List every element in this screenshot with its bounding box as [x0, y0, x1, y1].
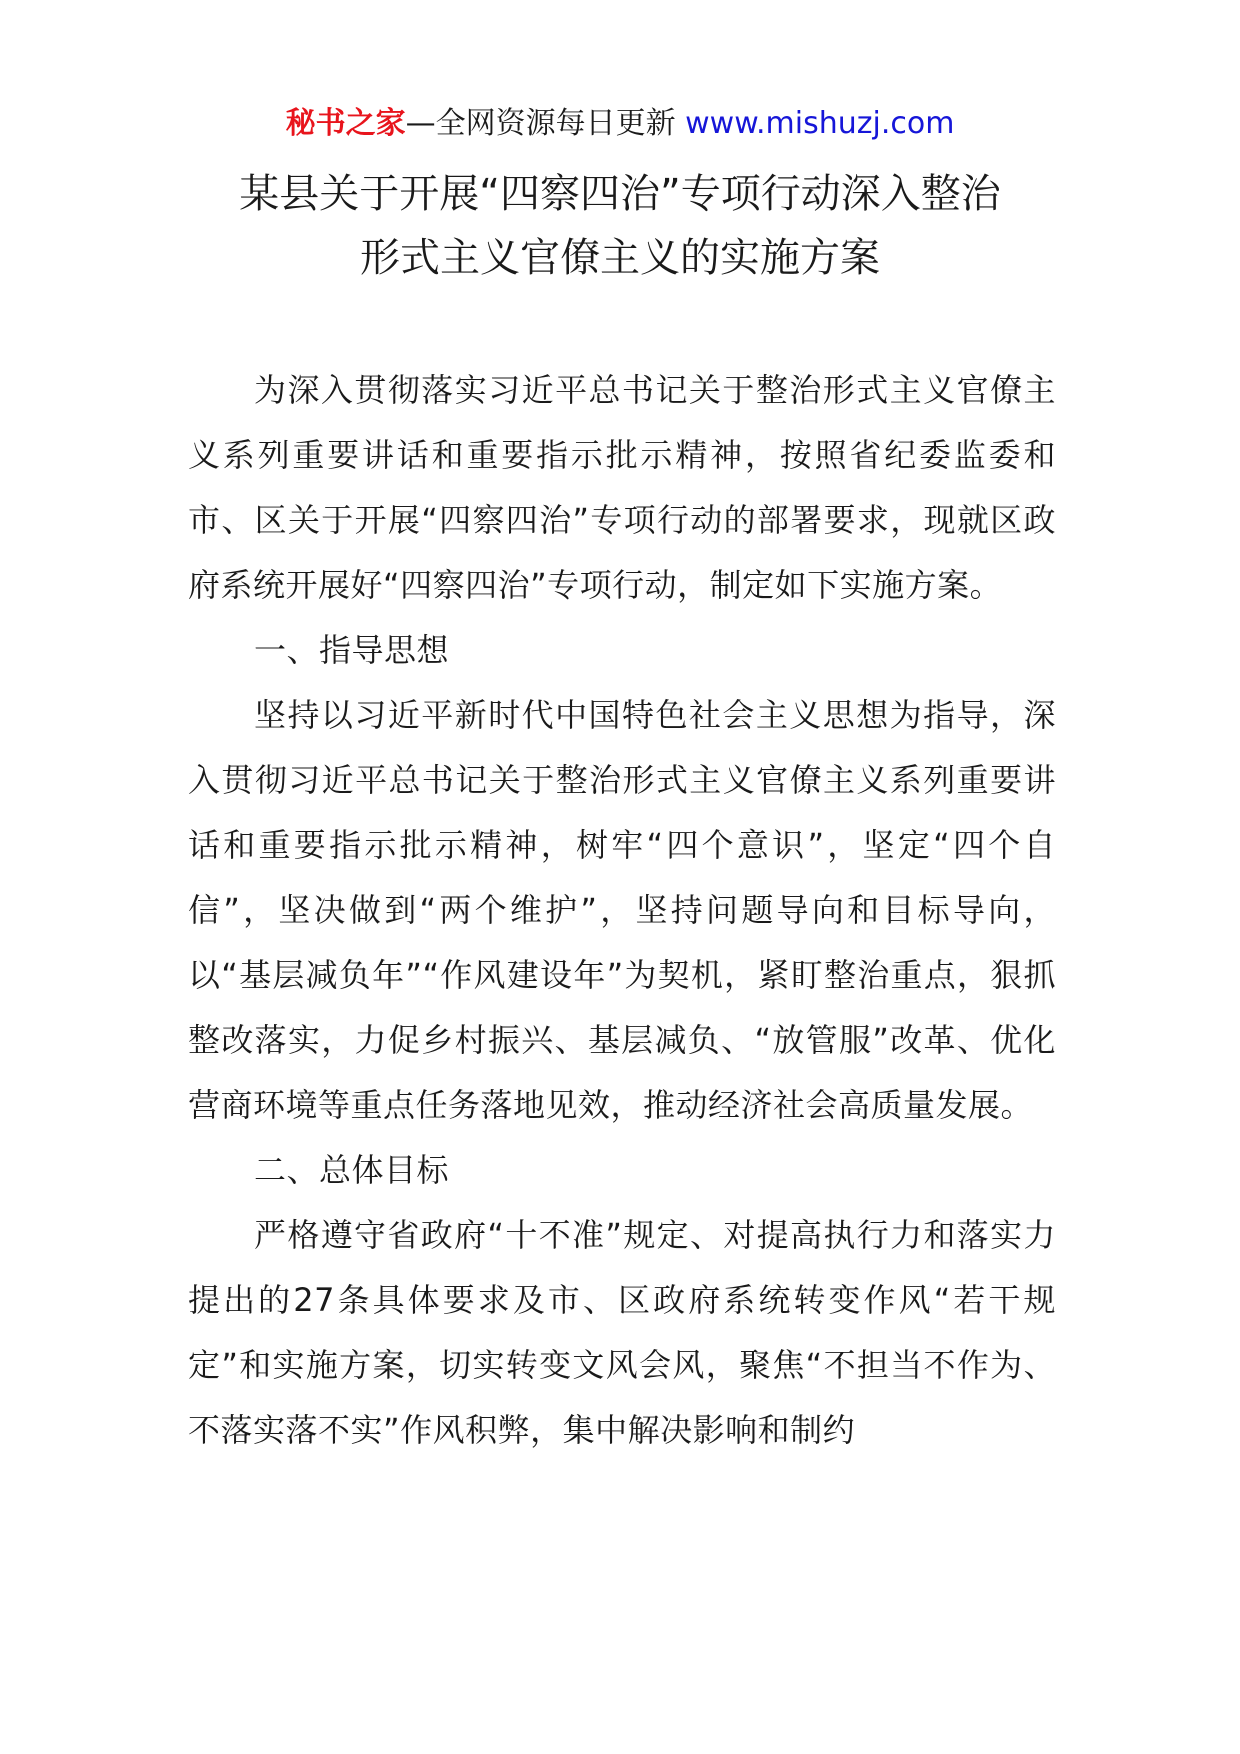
title-line-1: 某县关于开展“四察四治”专项行动深入整治 [239, 171, 1001, 217]
site-header [0, 102, 1240, 146]
header-tagline: —全网资源每日更新 [405, 106, 686, 141]
intro-paragraph: 为深入贯彻落实习近平总书记关于整治形式主义官僚主义系列重要讲话和重要指示批示精神，按照省纪委监委和市、区关于开展“四察四治”专项行动的部署要求，现就区政府系统开展好“四察四治”专项行动，制定如下实施方案。 [188, 371, 1056, 604]
site-url-link[interactable]: www.mishuzj.com [685, 106, 955, 141]
section-heading-2: 二、总体目标 [254, 1151, 450, 1189]
section-paragraph-2: 严格遵守省政府“十不准”规定、对提高执行力和落实力提出的27条具体要求及市、区政府系统转变作风“若干规定”和实施方案，切实转变文风会风，聚焦“不担当不作为、不落实落不实”作风积弊，集中解决影响和制约 [188, 1216, 1056, 1449]
title-line-2: 形式主义官僚主义的实施方案 [360, 235, 880, 281]
document-body [188, 358, 1056, 1463]
section-paragraph-1: 坚持以习近平新时代中国特色社会主义思想为指导，深入贯彻习近平总书记关于整治形式主义官僚主义系列重要讲话和重要指示批示精神，树牢“四个意识”，坚定“四个自信”，坚决做到“两个维护”，坚持问题导向和目标导向，以“基层减负年”“作风建设年”为契机，紧盯整治重点，狠抓整改落实，力促乡村振兴、基层减负、“放管服”改革、优化营商环境等重点任务落地见效，推动经济社会高质量发展。 [188, 696, 1056, 1124]
document-title [0, 162, 1240, 290]
brand-name: 秘书之家 [285, 106, 406, 141]
section-heading-1: 一、指导思想 [254, 631, 450, 669]
